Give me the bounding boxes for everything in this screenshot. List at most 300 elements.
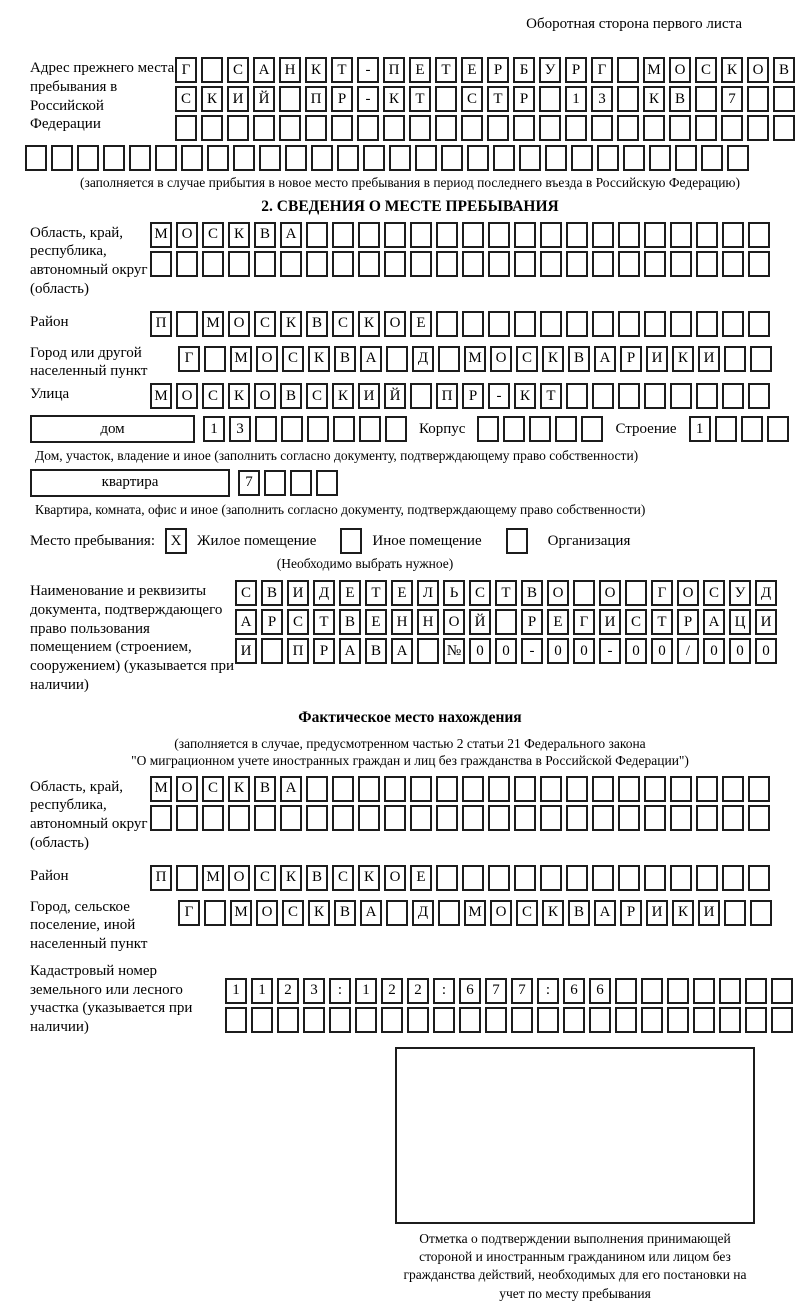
char-cell[interactable] bbox=[644, 311, 666, 337]
char-cell[interactable]: К bbox=[358, 865, 380, 891]
char-cell[interactable]: 7 bbox=[511, 978, 533, 1004]
char-cell[interactable] bbox=[436, 222, 458, 248]
char-cell[interactable] bbox=[51, 145, 73, 171]
char-cell[interactable]: 7 bbox=[485, 978, 507, 1004]
char-cell[interactable] bbox=[566, 805, 588, 831]
char-cell[interactable] bbox=[514, 251, 536, 277]
char-cell[interactable] bbox=[255, 416, 277, 442]
char-cell[interactable] bbox=[389, 145, 411, 171]
char-cell[interactable] bbox=[438, 346, 460, 372]
char-cell[interactable] bbox=[435, 115, 457, 141]
char-cell[interactable] bbox=[540, 222, 562, 248]
char-cell[interactable]: С bbox=[235, 580, 257, 606]
char-cell[interactable]: 6 bbox=[459, 978, 481, 1004]
char-cell[interactable]: С bbox=[202, 776, 224, 802]
char-cell[interactable]: О bbox=[176, 776, 198, 802]
char-cell[interactable] bbox=[417, 638, 439, 664]
char-cell[interactable]: В bbox=[334, 900, 356, 926]
char-cell[interactable] bbox=[696, 776, 718, 802]
char-cell[interactable]: 3 bbox=[591, 86, 613, 112]
char-cell[interactable]: С bbox=[202, 222, 224, 248]
char-cell[interactable] bbox=[748, 251, 770, 277]
char-cell[interactable]: Д bbox=[412, 346, 434, 372]
char-cell[interactable] bbox=[279, 115, 301, 141]
char-cell[interactable]: С bbox=[332, 311, 354, 337]
char-cell[interactable]: О bbox=[384, 311, 406, 337]
char-cell[interactable]: Р bbox=[487, 57, 509, 83]
char-cell[interactable] bbox=[331, 115, 353, 141]
char-cell[interactable] bbox=[204, 900, 226, 926]
char-cell[interactable]: С bbox=[254, 865, 276, 891]
char-cell[interactable]: - bbox=[488, 383, 510, 409]
char-cell[interactable]: 1 bbox=[225, 978, 247, 1004]
char-cell[interactable]: К bbox=[721, 57, 743, 83]
char-cell[interactable]: О bbox=[669, 57, 691, 83]
char-cell[interactable] bbox=[773, 115, 795, 141]
char-cell[interactable]: 2 bbox=[407, 978, 429, 1004]
char-cell[interactable]: У bbox=[729, 580, 751, 606]
char-cell[interactable]: 0 bbox=[547, 638, 569, 664]
char-cell[interactable] bbox=[277, 1007, 299, 1033]
char-cell[interactable] bbox=[306, 251, 328, 277]
char-cell[interactable]: О bbox=[256, 900, 278, 926]
char-cell[interactable]: К bbox=[280, 311, 302, 337]
char-cell[interactable] bbox=[618, 805, 640, 831]
char-cell[interactable]: Р bbox=[462, 383, 484, 409]
char-cell[interactable] bbox=[741, 416, 763, 442]
char-cell[interactable] bbox=[592, 776, 614, 802]
char-cell[interactable] bbox=[77, 145, 99, 171]
char-cell[interactable] bbox=[589, 1007, 611, 1033]
char-cell[interactable] bbox=[573, 580, 595, 606]
char-cell[interactable]: Г bbox=[178, 346, 200, 372]
char-cell[interactable] bbox=[566, 776, 588, 802]
char-cell[interactable] bbox=[488, 251, 510, 277]
char-cell[interactable] bbox=[487, 115, 509, 141]
char-cell[interactable] bbox=[693, 978, 715, 1004]
char-cell[interactable] bbox=[281, 416, 303, 442]
char-cell[interactable] bbox=[357, 115, 379, 141]
char-cell[interactable]: С bbox=[254, 311, 276, 337]
char-cell[interactable] bbox=[696, 251, 718, 277]
char-cell[interactable] bbox=[436, 865, 458, 891]
char-cell[interactable] bbox=[675, 145, 697, 171]
char-cell[interactable] bbox=[618, 222, 640, 248]
char-cell[interactable] bbox=[722, 805, 744, 831]
char-cell[interactable] bbox=[670, 311, 692, 337]
char-cell[interactable] bbox=[696, 383, 718, 409]
char-cell[interactable] bbox=[384, 776, 406, 802]
char-cell[interactable] bbox=[644, 776, 666, 802]
char-cell[interactable] bbox=[513, 115, 535, 141]
char-cell[interactable]: С bbox=[516, 900, 538, 926]
char-cell[interactable] bbox=[462, 865, 484, 891]
char-cell[interactable]: Е bbox=[461, 57, 483, 83]
char-cell[interactable] bbox=[436, 311, 458, 337]
char-cell[interactable] bbox=[514, 311, 536, 337]
char-cell[interactable]: 7 bbox=[238, 470, 260, 496]
char-cell[interactable]: А bbox=[360, 346, 382, 372]
char-cell[interactable] bbox=[722, 222, 744, 248]
char-cell[interactable]: О bbox=[599, 580, 621, 606]
char-cell[interactable]: : bbox=[433, 978, 455, 1004]
char-cell[interactable]: 1 bbox=[565, 86, 587, 112]
char-cell[interactable]: В bbox=[339, 609, 361, 635]
char-cell[interactable]: М bbox=[230, 346, 252, 372]
char-cell[interactable]: В bbox=[521, 580, 543, 606]
char-cell[interactable]: Т bbox=[409, 86, 431, 112]
char-cell[interactable] bbox=[537, 1007, 559, 1033]
char-cell[interactable] bbox=[747, 115, 769, 141]
char-cell[interactable]: Н bbox=[279, 57, 301, 83]
char-cell[interactable] bbox=[641, 1007, 663, 1033]
char-cell[interactable]: Т bbox=[495, 580, 517, 606]
char-cell[interactable]: Г bbox=[178, 900, 200, 926]
char-cell[interactable] bbox=[150, 805, 172, 831]
char-cell[interactable]: 1 bbox=[689, 416, 711, 442]
char-cell[interactable] bbox=[571, 145, 593, 171]
char-cell[interactable]: В bbox=[773, 57, 795, 83]
char-cell[interactable]: Б bbox=[513, 57, 535, 83]
char-cell[interactable]: А bbox=[280, 776, 302, 802]
char-cell[interactable]: 0 bbox=[495, 638, 517, 664]
char-cell[interactable] bbox=[696, 805, 718, 831]
char-cell[interactable] bbox=[305, 115, 327, 141]
char-cell[interactable]: Т bbox=[435, 57, 457, 83]
char-cell[interactable]: К bbox=[305, 57, 327, 83]
char-cell[interactable]: Е bbox=[391, 580, 413, 606]
char-cell[interactable] bbox=[254, 251, 276, 277]
char-cell[interactable] bbox=[311, 145, 333, 171]
char-cell[interactable]: О bbox=[228, 311, 250, 337]
char-cell[interactable]: : bbox=[537, 978, 559, 1004]
char-cell[interactable] bbox=[384, 251, 406, 277]
char-cell[interactable] bbox=[438, 900, 460, 926]
char-cell[interactable] bbox=[511, 1007, 533, 1033]
char-cell[interactable] bbox=[592, 865, 614, 891]
char-cell[interactable] bbox=[540, 311, 562, 337]
char-cell[interactable] bbox=[410, 805, 432, 831]
char-cell[interactable] bbox=[693, 1007, 715, 1033]
char-cell[interactable]: Т bbox=[487, 86, 509, 112]
char-cell[interactable] bbox=[307, 416, 329, 442]
char-cell[interactable]: О bbox=[384, 865, 406, 891]
char-cell[interactable] bbox=[441, 145, 463, 171]
char-cell[interactable]: М bbox=[464, 900, 486, 926]
char-cell[interactable]: П bbox=[436, 383, 458, 409]
char-cell[interactable] bbox=[358, 222, 380, 248]
char-cell[interactable] bbox=[488, 222, 510, 248]
char-cell[interactable] bbox=[201, 115, 223, 141]
char-cell[interactable]: Т bbox=[331, 57, 353, 83]
char-cell[interactable]: К bbox=[332, 383, 354, 409]
char-cell[interactable]: 3 bbox=[303, 978, 325, 1004]
char-cell[interactable] bbox=[670, 776, 692, 802]
char-cell[interactable] bbox=[670, 865, 692, 891]
char-cell[interactable]: С bbox=[175, 86, 197, 112]
char-cell[interactable] bbox=[477, 416, 499, 442]
char-cell[interactable] bbox=[227, 115, 249, 141]
char-cell[interactable] bbox=[279, 86, 301, 112]
char-cell[interactable]: И bbox=[646, 900, 668, 926]
char-cell[interactable] bbox=[202, 805, 224, 831]
char-cell[interactable] bbox=[722, 251, 744, 277]
char-cell[interactable]: К bbox=[643, 86, 665, 112]
char-cell[interactable] bbox=[745, 1007, 767, 1033]
char-cell[interactable] bbox=[462, 222, 484, 248]
char-cell[interactable] bbox=[332, 251, 354, 277]
char-cell[interactable] bbox=[529, 416, 551, 442]
char-cell[interactable] bbox=[727, 145, 749, 171]
char-cell[interactable] bbox=[771, 978, 793, 1004]
char-cell[interactable]: С bbox=[461, 86, 483, 112]
char-cell[interactable] bbox=[495, 609, 517, 635]
char-cell[interactable]: И bbox=[287, 580, 309, 606]
char-cell[interactable]: Р bbox=[261, 609, 283, 635]
char-cell[interactable] bbox=[155, 145, 177, 171]
char-cell[interactable]: 0 bbox=[469, 638, 491, 664]
char-cell[interactable] bbox=[592, 222, 614, 248]
char-cell[interactable] bbox=[176, 805, 198, 831]
char-cell[interactable]: В bbox=[568, 900, 590, 926]
char-cell[interactable] bbox=[436, 805, 458, 831]
char-cell[interactable] bbox=[514, 776, 536, 802]
char-cell[interactable]: Ь bbox=[443, 580, 465, 606]
char-cell[interactable]: К bbox=[542, 900, 564, 926]
char-cell[interactable]: 6 bbox=[589, 978, 611, 1004]
char-cell[interactable] bbox=[381, 1007, 403, 1033]
char-cell[interactable]: П bbox=[287, 638, 309, 664]
char-cell[interactable] bbox=[359, 416, 381, 442]
char-cell[interactable] bbox=[719, 1007, 741, 1033]
char-cell[interactable] bbox=[228, 805, 250, 831]
char-cell[interactable] bbox=[748, 311, 770, 337]
char-cell[interactable] bbox=[539, 115, 561, 141]
char-cell[interactable] bbox=[358, 805, 380, 831]
char-cell[interactable] bbox=[540, 865, 562, 891]
char-cell[interactable] bbox=[644, 222, 666, 248]
char-cell[interactable] bbox=[514, 865, 536, 891]
char-cell[interactable] bbox=[384, 805, 406, 831]
char-cell[interactable]: О bbox=[176, 383, 198, 409]
char-cell[interactable] bbox=[618, 383, 640, 409]
char-cell[interactable] bbox=[748, 383, 770, 409]
char-cell[interactable]: / bbox=[677, 638, 699, 664]
char-cell[interactable] bbox=[202, 251, 224, 277]
char-cell[interactable]: М bbox=[150, 776, 172, 802]
char-cell[interactable] bbox=[540, 776, 562, 802]
char-cell[interactable]: Р bbox=[331, 86, 353, 112]
char-cell[interactable]: О bbox=[443, 609, 465, 635]
char-cell[interactable]: А bbox=[339, 638, 361, 664]
char-cell[interactable]: - bbox=[357, 57, 379, 83]
char-cell[interactable] bbox=[306, 222, 328, 248]
char-cell[interactable]: О bbox=[490, 346, 512, 372]
char-cell[interactable] bbox=[566, 222, 588, 248]
char-cell[interactable] bbox=[332, 776, 354, 802]
char-cell[interactable]: О bbox=[490, 900, 512, 926]
char-cell[interactable]: К bbox=[672, 346, 694, 372]
char-cell[interactable] bbox=[358, 776, 380, 802]
char-cell[interactable] bbox=[355, 1007, 377, 1033]
char-cell[interactable] bbox=[337, 145, 359, 171]
char-cell[interactable]: : bbox=[329, 978, 351, 1004]
char-cell[interactable] bbox=[251, 1007, 273, 1033]
char-cell[interactable] bbox=[644, 251, 666, 277]
char-cell[interactable] bbox=[385, 416, 407, 442]
char-cell[interactable] bbox=[290, 470, 312, 496]
char-cell[interactable]: С bbox=[516, 346, 538, 372]
char-cell[interactable] bbox=[747, 86, 769, 112]
char-cell[interactable]: К bbox=[228, 776, 250, 802]
char-cell[interactable] bbox=[467, 145, 489, 171]
char-cell[interactable] bbox=[591, 115, 613, 141]
char-cell[interactable] bbox=[592, 805, 614, 831]
char-cell[interactable] bbox=[433, 1007, 455, 1033]
char-cell[interactable] bbox=[386, 900, 408, 926]
char-cell[interactable]: 2 bbox=[381, 978, 403, 1004]
char-cell[interactable]: И bbox=[358, 383, 380, 409]
char-cell[interactable]: М bbox=[230, 900, 252, 926]
char-cell[interactable]: К bbox=[542, 346, 564, 372]
char-cell[interactable]: М bbox=[643, 57, 665, 83]
char-cell[interactable] bbox=[410, 776, 432, 802]
char-cell[interactable] bbox=[592, 383, 614, 409]
char-cell[interactable]: 2 bbox=[277, 978, 299, 1004]
char-cell[interactable] bbox=[407, 1007, 429, 1033]
char-cell[interactable] bbox=[280, 805, 302, 831]
char-cell[interactable] bbox=[410, 383, 432, 409]
char-cell[interactable] bbox=[228, 251, 250, 277]
char-cell[interactable]: М bbox=[464, 346, 486, 372]
char-cell[interactable]: В bbox=[254, 222, 276, 248]
char-cell[interactable]: И bbox=[755, 609, 777, 635]
char-cell[interactable] bbox=[722, 311, 744, 337]
char-cell[interactable] bbox=[462, 251, 484, 277]
char-cell[interactable] bbox=[618, 311, 640, 337]
char-cell[interactable] bbox=[488, 311, 510, 337]
char-cell[interactable]: № bbox=[443, 638, 465, 664]
char-cell[interactable] bbox=[363, 145, 385, 171]
char-cell[interactable] bbox=[410, 251, 432, 277]
char-cell[interactable]: В bbox=[334, 346, 356, 372]
char-cell[interactable] bbox=[667, 978, 689, 1004]
char-cell[interactable] bbox=[566, 311, 588, 337]
char-cell[interactable]: Й bbox=[253, 86, 275, 112]
char-cell[interactable] bbox=[669, 115, 691, 141]
char-cell[interactable] bbox=[103, 145, 125, 171]
char-cell[interactable]: К bbox=[383, 86, 405, 112]
char-cell[interactable]: Р bbox=[313, 638, 335, 664]
char-cell[interactable]: О bbox=[747, 57, 769, 83]
char-cell[interactable] bbox=[615, 1007, 637, 1033]
char-cell[interactable] bbox=[566, 865, 588, 891]
char-cell[interactable] bbox=[176, 311, 198, 337]
char-cell[interactable]: Р bbox=[620, 346, 642, 372]
char-cell[interactable]: В bbox=[568, 346, 590, 372]
char-cell[interactable] bbox=[225, 1007, 247, 1033]
char-cell[interactable]: А bbox=[235, 609, 257, 635]
char-cell[interactable]: Г bbox=[573, 609, 595, 635]
char-cell[interactable]: Р bbox=[565, 57, 587, 83]
char-cell[interactable] bbox=[519, 145, 541, 171]
char-cell[interactable] bbox=[696, 311, 718, 337]
char-cell[interactable]: 0 bbox=[729, 638, 751, 664]
char-cell[interactable] bbox=[503, 416, 525, 442]
char-cell[interactable] bbox=[181, 145, 203, 171]
apartment-field-label[interactable]: квартира bbox=[30, 469, 230, 497]
char-cell[interactable] bbox=[410, 222, 432, 248]
char-cell[interactable] bbox=[618, 251, 640, 277]
char-cell[interactable]: Д bbox=[412, 900, 434, 926]
char-cell[interactable]: - bbox=[599, 638, 621, 664]
char-cell[interactable]: 1 bbox=[355, 978, 377, 1004]
char-cell[interactable] bbox=[670, 383, 692, 409]
char-cell[interactable]: Е bbox=[365, 609, 387, 635]
char-cell[interactable] bbox=[435, 86, 457, 112]
char-cell[interactable]: О bbox=[254, 383, 276, 409]
char-cell[interactable]: С bbox=[625, 609, 647, 635]
char-cell[interactable]: Т bbox=[651, 609, 673, 635]
char-cell[interactable]: С bbox=[282, 346, 304, 372]
char-cell[interactable] bbox=[333, 416, 355, 442]
char-cell[interactable] bbox=[540, 805, 562, 831]
char-cell[interactable]: 0 bbox=[573, 638, 595, 664]
char-cell[interactable]: Р bbox=[513, 86, 535, 112]
char-cell[interactable]: К bbox=[308, 900, 330, 926]
char-cell[interactable] bbox=[748, 805, 770, 831]
checkbox-other-premises[interactable] bbox=[340, 528, 362, 554]
char-cell[interactable] bbox=[384, 222, 406, 248]
char-cell[interactable]: А bbox=[253, 57, 275, 83]
char-cell[interactable]: Д bbox=[755, 580, 777, 606]
char-cell[interactable]: 1 bbox=[203, 416, 225, 442]
char-cell[interactable] bbox=[767, 416, 789, 442]
char-cell[interactable]: С bbox=[703, 580, 725, 606]
char-cell[interactable]: 0 bbox=[703, 638, 725, 664]
char-cell[interactable]: Т bbox=[365, 580, 387, 606]
char-cell[interactable] bbox=[695, 115, 717, 141]
char-cell[interactable]: С bbox=[202, 383, 224, 409]
char-cell[interactable] bbox=[644, 865, 666, 891]
char-cell[interactable] bbox=[462, 311, 484, 337]
char-cell[interactable] bbox=[175, 115, 197, 141]
char-cell[interactable]: К bbox=[228, 222, 250, 248]
char-cell[interactable] bbox=[555, 416, 577, 442]
char-cell[interactable] bbox=[332, 805, 354, 831]
char-cell[interactable]: Р bbox=[677, 609, 699, 635]
char-cell[interactable]: К bbox=[280, 865, 302, 891]
char-cell[interactable] bbox=[597, 145, 619, 171]
checkbox-residential[interactable]: Х bbox=[165, 528, 187, 554]
char-cell[interactable] bbox=[514, 805, 536, 831]
char-cell[interactable] bbox=[409, 115, 431, 141]
char-cell[interactable]: 1 bbox=[251, 978, 273, 1004]
char-cell[interactable]: С bbox=[227, 57, 249, 83]
char-cell[interactable] bbox=[254, 805, 276, 831]
char-cell[interactable]: 0 bbox=[625, 638, 647, 664]
char-cell[interactable] bbox=[253, 115, 275, 141]
char-cell[interactable]: С bbox=[306, 383, 328, 409]
char-cell[interactable] bbox=[649, 145, 671, 171]
char-cell[interactable]: А bbox=[360, 900, 382, 926]
char-cell[interactable] bbox=[329, 1007, 351, 1033]
char-cell[interactable]: В bbox=[365, 638, 387, 664]
char-cell[interactable]: И bbox=[698, 900, 720, 926]
char-cell[interactable]: К bbox=[228, 383, 250, 409]
char-cell[interactable] bbox=[540, 251, 562, 277]
char-cell[interactable]: - bbox=[357, 86, 379, 112]
